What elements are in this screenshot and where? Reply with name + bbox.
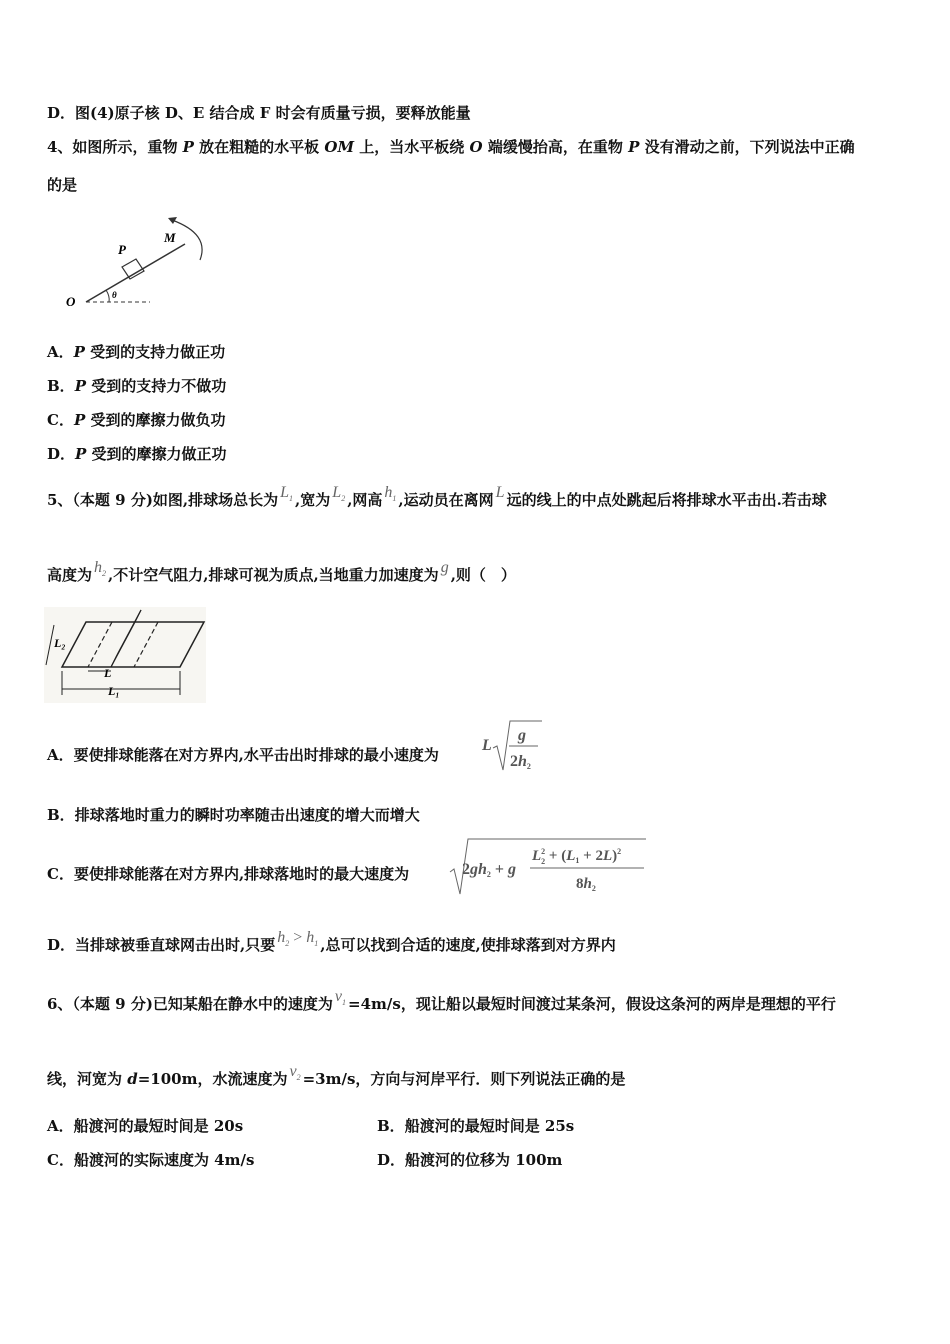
q4-label-o: O [66,294,76,309]
svg-text:L22 + (L1 + 2L)2: $L^2$ $2 + (L_1 + 2L)^2$ [532,847,622,866]
q5-option-d: D．当排球被垂直球网击出时,只要 $h_2 > h_1$ ,总可以找到合适的速度,使排球落到对方界内 [47,929,616,954]
q5-label-l1: L₁ [108,684,120,698]
q5-var-l1: $L_1$ [280,484,294,504]
q5-stem-line2: 高度为 $h_2$ ,不计空气阻力,排球可视为质点,当地重力加速度为 g ,则（ ） [47,559,516,584]
q5-stem-line1: 5、（本题 9 分)如图,排球场总长为 $L_1$ ,宽为 $L_2$ ,网高 $h_1$ ,运动员在离网 L 远的线上的中点处跳起后将排球水平击出.若击球 [47,484,827,509]
q4-label-theta: θ [112,290,117,300]
q6-option-a: A．船渡河的最短时间是 20s [47,1117,244,1135]
svg-text:2h2: 2h2 [510,753,531,771]
q5-var-g: g [440,559,449,576]
q4-option-c: C．P 受到的摩擦力做负功 [47,411,226,429]
q6-option-b: B．船渡河的最短时间是 25s [377,1117,575,1135]
q6-stem-line1: 6、（本题 9 分)已知某船在静水中的速度为 $v_1 =4m/s$，现让船以最短时间渡过某条河，假设这条河的两岸是理想的平行 [47,988,836,1013]
q6-stem-line2: 线，河宽为 d=100m，水流速度为 $v_2 =3m/s$，方向与河岸平行．则下列说法正确的是 [47,1063,626,1088]
q4-label-p: P [118,242,126,257]
q5-option-b: B．排球落地时重力的瞬时功率随击出速度的增大而增大 [47,806,420,824]
svg-text:L: L [482,737,492,754]
svg-text:8h2: $8h_2$ [576,876,596,893]
q4-label-m: M [164,230,176,245]
svg-text:2gh2 + g: 2gh2 + g [462,861,517,879]
q6-var-v2: $v_2$ [289,1063,301,1083]
q6-option-d: D．船渡河的位移为 100m [377,1151,563,1169]
q3-option-d: D．图(4)原子核 D、E 结合成 F 时会有质量亏损，要释放能量 [47,104,471,122]
q5-var-l2: $L_2$ [332,484,346,504]
q5-option-a: A．要使排球能落在对方界内,水平击出时排球的最小速度为 [47,746,439,764]
q6-var-v1: $v_1$ [334,988,347,1008]
q5-court-figure [44,607,206,703]
q5-option-c: C．要使排球能落在对方界内,排球落地时的最大速度为 [47,865,410,883]
q5-formula-max-speed [448,836,648,898]
q4-incline-figure [60,212,220,312]
q5-var-l: L [495,484,505,501]
q5-ineq-h1: $h_1$ [306,929,319,949]
q5-ineq-h2: $h_2$ [277,929,290,949]
q4-option-a: A．P 受到的支持力做正功 [47,343,226,361]
q5-label-l2: L₂ [54,636,66,650]
svg-text:g: g [518,727,526,744]
q5-var-h2: $h_2$ [94,559,107,579]
q4-stem-line2: 的是 [47,176,78,194]
q4-stem-line1: 4、如图所示，重物 P 放在粗糙的水平板 OM 上，当水平板绕 O 端缓慢抬高，在重物 P 没有滑动之前，下列说法中正确 [47,138,855,156]
q6-option-c: C．船渡河的实际速度为 4m/s [47,1151,255,1169]
q4-option-b: B．P 受到的支持力不做功 [47,377,227,395]
q5-var-h1: $h_1$ [384,484,397,504]
q5-label-l: L [104,666,112,680]
q5-formula-min-speed [480,718,544,776]
q4-option-d: D．P 受到的摩擦力做正功 [47,445,227,463]
